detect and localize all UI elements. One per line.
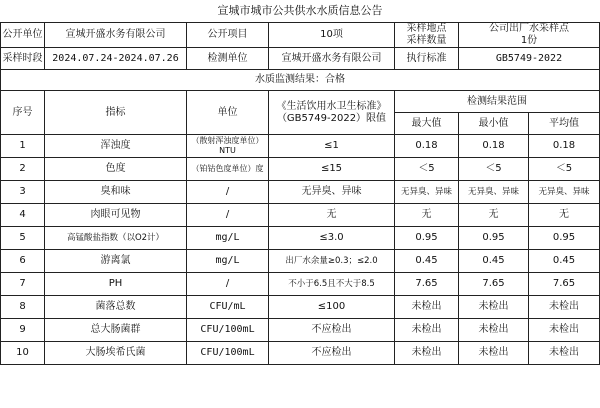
table-row (1, 204, 600, 227)
sampling-count-label: 采样数量 (406, 35, 447, 46)
sampling-location-label: 采样地点 (406, 23, 447, 34)
row-avg: 0.18 (529, 135, 600, 158)
result-row (1, 70, 600, 91)
header-row-1 (1, 91, 600, 113)
water-quality-table (0, 22, 600, 365)
row-avg: 未检出 (529, 342, 600, 365)
row-max: 无异臭、异味 (395, 181, 459, 204)
row-min: 无 (459, 204, 529, 227)
row-avg: 0.95 (529, 227, 600, 250)
test-unit-value: 宣城开盛水务有限公司 (269, 48, 395, 70)
row-indicator: PH (45, 273, 187, 296)
row-index: 2 (1, 158, 45, 181)
table-row (1, 181, 600, 204)
row-min: 7.65 (459, 273, 529, 296)
row-index: 10 (1, 342, 45, 365)
row-unit: CFU/mL (187, 296, 269, 319)
row-limit: 无 (269, 204, 395, 227)
header-index: 序号 (1, 91, 45, 135)
row-index: 1 (1, 135, 45, 158)
row-indicator: 浑浊度 (45, 135, 187, 158)
header-max: 最大值 (395, 113, 459, 135)
row-avg: 无 (529, 204, 600, 227)
row-min: 未检出 (459, 319, 529, 342)
row-avg: 未检出 (529, 319, 600, 342)
row-min: 无异臭、异味 (459, 181, 529, 204)
row-limit: 无异臭、异味 (269, 181, 395, 204)
row-indicator: 游离氯 (45, 250, 187, 273)
row-avg: ＜5 (529, 158, 600, 181)
row-unit: / (187, 204, 269, 227)
row-limit: 出厂水余量≥0.3；≤2.0 (269, 250, 395, 273)
row-max: 无 (395, 204, 459, 227)
row-limit: ≤1 (269, 135, 395, 158)
row-indicator: 色度 (45, 158, 187, 181)
sampling-points-value (459, 23, 600, 48)
row-min: ＜5 (459, 158, 529, 181)
header-standard-line-1: 《生活饮用水卫生标准》 (276, 100, 387, 112)
row-max: 未检出 (395, 319, 459, 342)
row-index: 3 (1, 181, 45, 204)
table-row (1, 135, 600, 158)
row-max: 0.45 (395, 250, 459, 273)
row-unit: （散射浑浊度单位）NTU (187, 135, 269, 158)
row-avg: 0.45 (529, 250, 600, 273)
table-row (1, 273, 600, 296)
row-min: 0.95 (459, 227, 529, 250)
sampling-points-label (395, 23, 459, 48)
notice-title: 宣城市城市公共供水水质信息公告 (217, 4, 383, 17)
row-unit: / (187, 273, 269, 296)
sampling-location-value: 公司出厂水采样点 (489, 23, 569, 34)
table-row (1, 158, 600, 181)
row-min: 未检出 (459, 296, 529, 319)
row-limit: ≤3.0 (269, 227, 395, 250)
row-max: 7.65 (395, 273, 459, 296)
row-min: 0.45 (459, 250, 529, 273)
table-row (1, 227, 600, 250)
table-row (1, 250, 600, 273)
row-max: ＜5 (395, 158, 459, 181)
row-avg: 未检出 (529, 296, 600, 319)
row-max: 未检出 (395, 342, 459, 365)
row-unit: CFU/100mL (187, 342, 269, 365)
row-unit: CFU/100mL (187, 319, 269, 342)
row-min: 未检出 (459, 342, 529, 365)
header-standard (269, 91, 395, 135)
row-limit: 不应检出 (269, 342, 395, 365)
row-limit: 不小于6.5且不大于8.5 (269, 273, 395, 296)
table-row (1, 319, 600, 342)
result-line: 水质监测结果：合格 (1, 70, 600, 91)
row-max: 0.95 (395, 227, 459, 250)
row-index: 8 (1, 296, 45, 319)
row-unit: mg/L (187, 227, 269, 250)
row-indicator: 高锰酸盐指数（以O2计） (45, 227, 187, 250)
header-range: 检测结果范围 (395, 91, 600, 113)
time-value: 2024.07.24-2024.07.26 (45, 48, 187, 70)
project-value: 10项 (269, 23, 395, 48)
info-row-2 (1, 48, 600, 70)
row-max: 0.18 (395, 135, 459, 158)
standard-value: GB5749-2022 (459, 48, 600, 70)
row-unit: / (187, 181, 269, 204)
row-index: 5 (1, 227, 45, 250)
row-limit: ≤15 (269, 158, 395, 181)
row-avg: 无异臭、异味 (529, 181, 600, 204)
row-indicator: 菌落总数 (45, 296, 187, 319)
project-label: 公开项目 (187, 23, 269, 48)
row-index: 9 (1, 319, 45, 342)
header-unit: 单位 (187, 91, 269, 135)
row-index: 4 (1, 204, 45, 227)
info-row-1 (1, 23, 600, 48)
row-unit: （铂钴色度单位）度 (187, 158, 269, 181)
row-avg: 7.65 (529, 273, 600, 296)
unit-value: 宣城开盛水务有限公司 (45, 23, 187, 48)
sampling-count-value: 1份 (520, 35, 538, 46)
row-min: 0.18 (459, 135, 529, 158)
test-unit-label: 检测单位 (187, 48, 269, 70)
header-standard-line-2: （GB5749-2022）限值 (276, 112, 387, 124)
header-avg: 平均值 (529, 113, 600, 135)
header-indicator: 指标 (45, 91, 187, 135)
header-min: 最小值 (459, 113, 529, 135)
row-unit: mg/L (187, 250, 269, 273)
row-limit: 不应检出 (269, 319, 395, 342)
standard-label: 执行标准 (395, 48, 459, 70)
row-indicator: 总大肠菌群 (45, 319, 187, 342)
row-indicator: 大肠埃希氏菌 (45, 342, 187, 365)
row-indicator: 臭和味 (45, 181, 187, 204)
row-limit: ≤100 (269, 296, 395, 319)
row-indicator: 肉眼可见物 (45, 204, 187, 227)
table-row (1, 342, 600, 365)
table-row (1, 296, 600, 319)
row-index: 7 (1, 273, 45, 296)
row-index: 6 (1, 250, 45, 273)
unit-label: 公开单位 (1, 23, 45, 48)
row-max: 未检出 (395, 296, 459, 319)
time-label: 采样时段 (1, 48, 45, 70)
